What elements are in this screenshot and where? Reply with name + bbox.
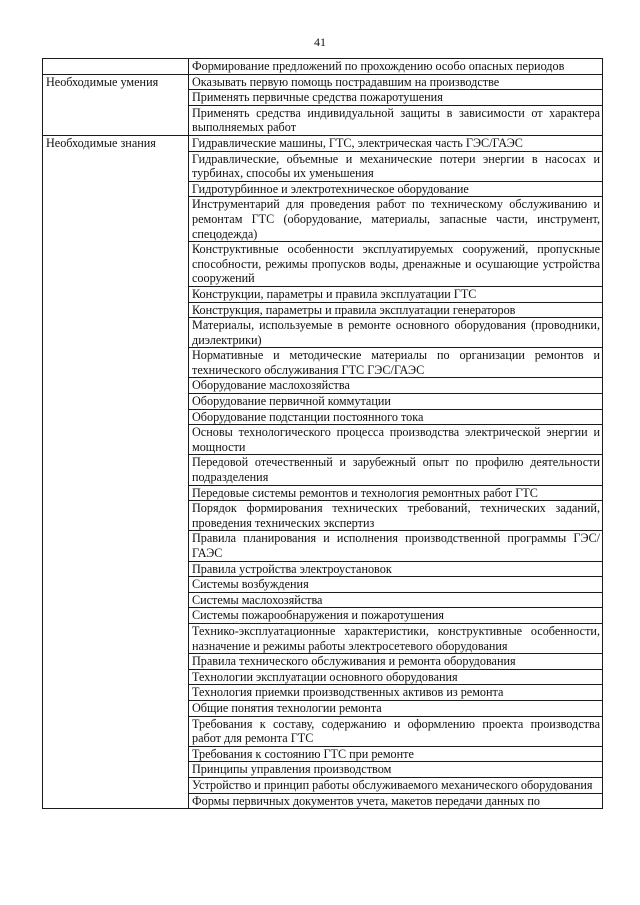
knowledge-item: Гидравлические машины, ГТС, электрическая часть ГЭС/ГАЭС bbox=[189, 135, 603, 151]
knowledge-item: Инструментарий для проведения работ по техническому обслуживанию и ремонтам ГТС (оборудование, материалы, запасные части, инструмент, спецодежда) bbox=[189, 197, 603, 242]
knowledge-item: Требования к составу, содержанию и оформлению проекта производства работ для ремонта ГТС bbox=[189, 716, 603, 746]
knowledge-item: Гидротурбинное и электротехническое оборудование bbox=[189, 181, 603, 197]
knowledge-item: Передовой отечественный и зарубежный опыт по профилю деятельности подразделения bbox=[189, 455, 603, 485]
requirements-table bbox=[42, 58, 603, 809]
knowledge-item: Основы технологического процесса производства электрической энергии и мощности bbox=[189, 425, 603, 455]
knowledge-item: Нормативные и методические материалы по организации ремонтов и технического обслуживания ГТС ГЭС/ГАЭС bbox=[189, 348, 603, 378]
skills-item: Применять первичные средства пожаротушения bbox=[189, 90, 603, 106]
knowledge-item: Технико-эксплуатационные характеристики, конструктивные особенности, назначение и режимы работы электросетевого оборудования bbox=[189, 623, 603, 653]
knowledge-item: Порядок формирования технических требований, технических заданий, проведения технических экспертиз bbox=[189, 501, 603, 531]
empty-label-cell bbox=[43, 59, 189, 75]
skills-item: Применять средства индивидуальной защиты в зависимости от характера выполняемых работ bbox=[189, 105, 603, 135]
knowledge-item: Оборудование подстанции постоянного тока bbox=[189, 409, 603, 425]
knowledge-item: Системы возбуждения bbox=[189, 577, 603, 593]
top-row-cell: Формирование предложений по прохождению особо опасных периодов bbox=[189, 59, 603, 75]
page-number: 41 bbox=[314, 35, 326, 49]
knowledge-item: Правила технического обслуживания и ремонта оборудования bbox=[189, 654, 603, 670]
table-row bbox=[43, 59, 603, 75]
knowledge-item: Оборудование первичной коммутации bbox=[189, 394, 603, 410]
knowledge-item: Общие понятия технологии ремонта bbox=[189, 700, 603, 716]
knowledge-item: Принципы управления производством bbox=[189, 762, 603, 778]
knowledge-item: Конструктивные особенности эксплуатируемых сооружений, пропускные способности, режимы пропусков воды, дренажные и осушающие устройства сооружений bbox=[189, 242, 603, 287]
knowledge-item: Требования к состоянию ГТС при ремонте bbox=[189, 746, 603, 762]
knowledge-item: Технология приемки производственных активов из ремонта bbox=[189, 685, 603, 701]
knowledge-item: Оборудование маслохозяйства bbox=[189, 378, 603, 394]
knowledge-item: Конструкция, параметры и правила эксплуатации генераторов bbox=[189, 302, 603, 318]
skills-item: Оказывать первую помощь пострадавшим на производстве bbox=[189, 74, 603, 90]
table-row bbox=[43, 74, 603, 90]
knowledge-item: Формы первичных документов учета, макетов передачи данных по bbox=[189, 793, 603, 809]
knowledge-item: Технологии эксплуатации основного оборудования bbox=[189, 669, 603, 685]
knowledge-item: Правила планирования и исполнения производственной программы ГЭС/ГАЭС bbox=[189, 531, 603, 561]
knowledge-item: Устройство и принцип работы обслуживаемого механического оборудования bbox=[189, 777, 603, 793]
knowledge-item: Системы пожарообнаружения и пожаротушения bbox=[189, 608, 603, 624]
skills-label: Необходимые умения bbox=[43, 74, 189, 135]
knowledge-item: Материалы, используемые в ремонте основного оборудования (проводники, диэлектрики) bbox=[189, 318, 603, 348]
knowledge-item: Конструкции, параметры и правила эксплуатации ГТС bbox=[189, 286, 603, 302]
requirements-table-body bbox=[43, 59, 603, 809]
table-row bbox=[43, 135, 603, 151]
knowledge-item: Передовые системы ремонтов и технология ремонтных работ ГТС bbox=[189, 485, 603, 501]
knowledge-item: Правила устройства электроустановок bbox=[189, 561, 603, 577]
knowledge-item: Системы маслохозяйства bbox=[189, 592, 603, 608]
knowledge-item: Гидравлические, объемные и механические потери энергии в насосах и турбинах, способы их уменьшения bbox=[189, 151, 603, 181]
knowledge-label: Необходимые знания bbox=[43, 135, 189, 808]
